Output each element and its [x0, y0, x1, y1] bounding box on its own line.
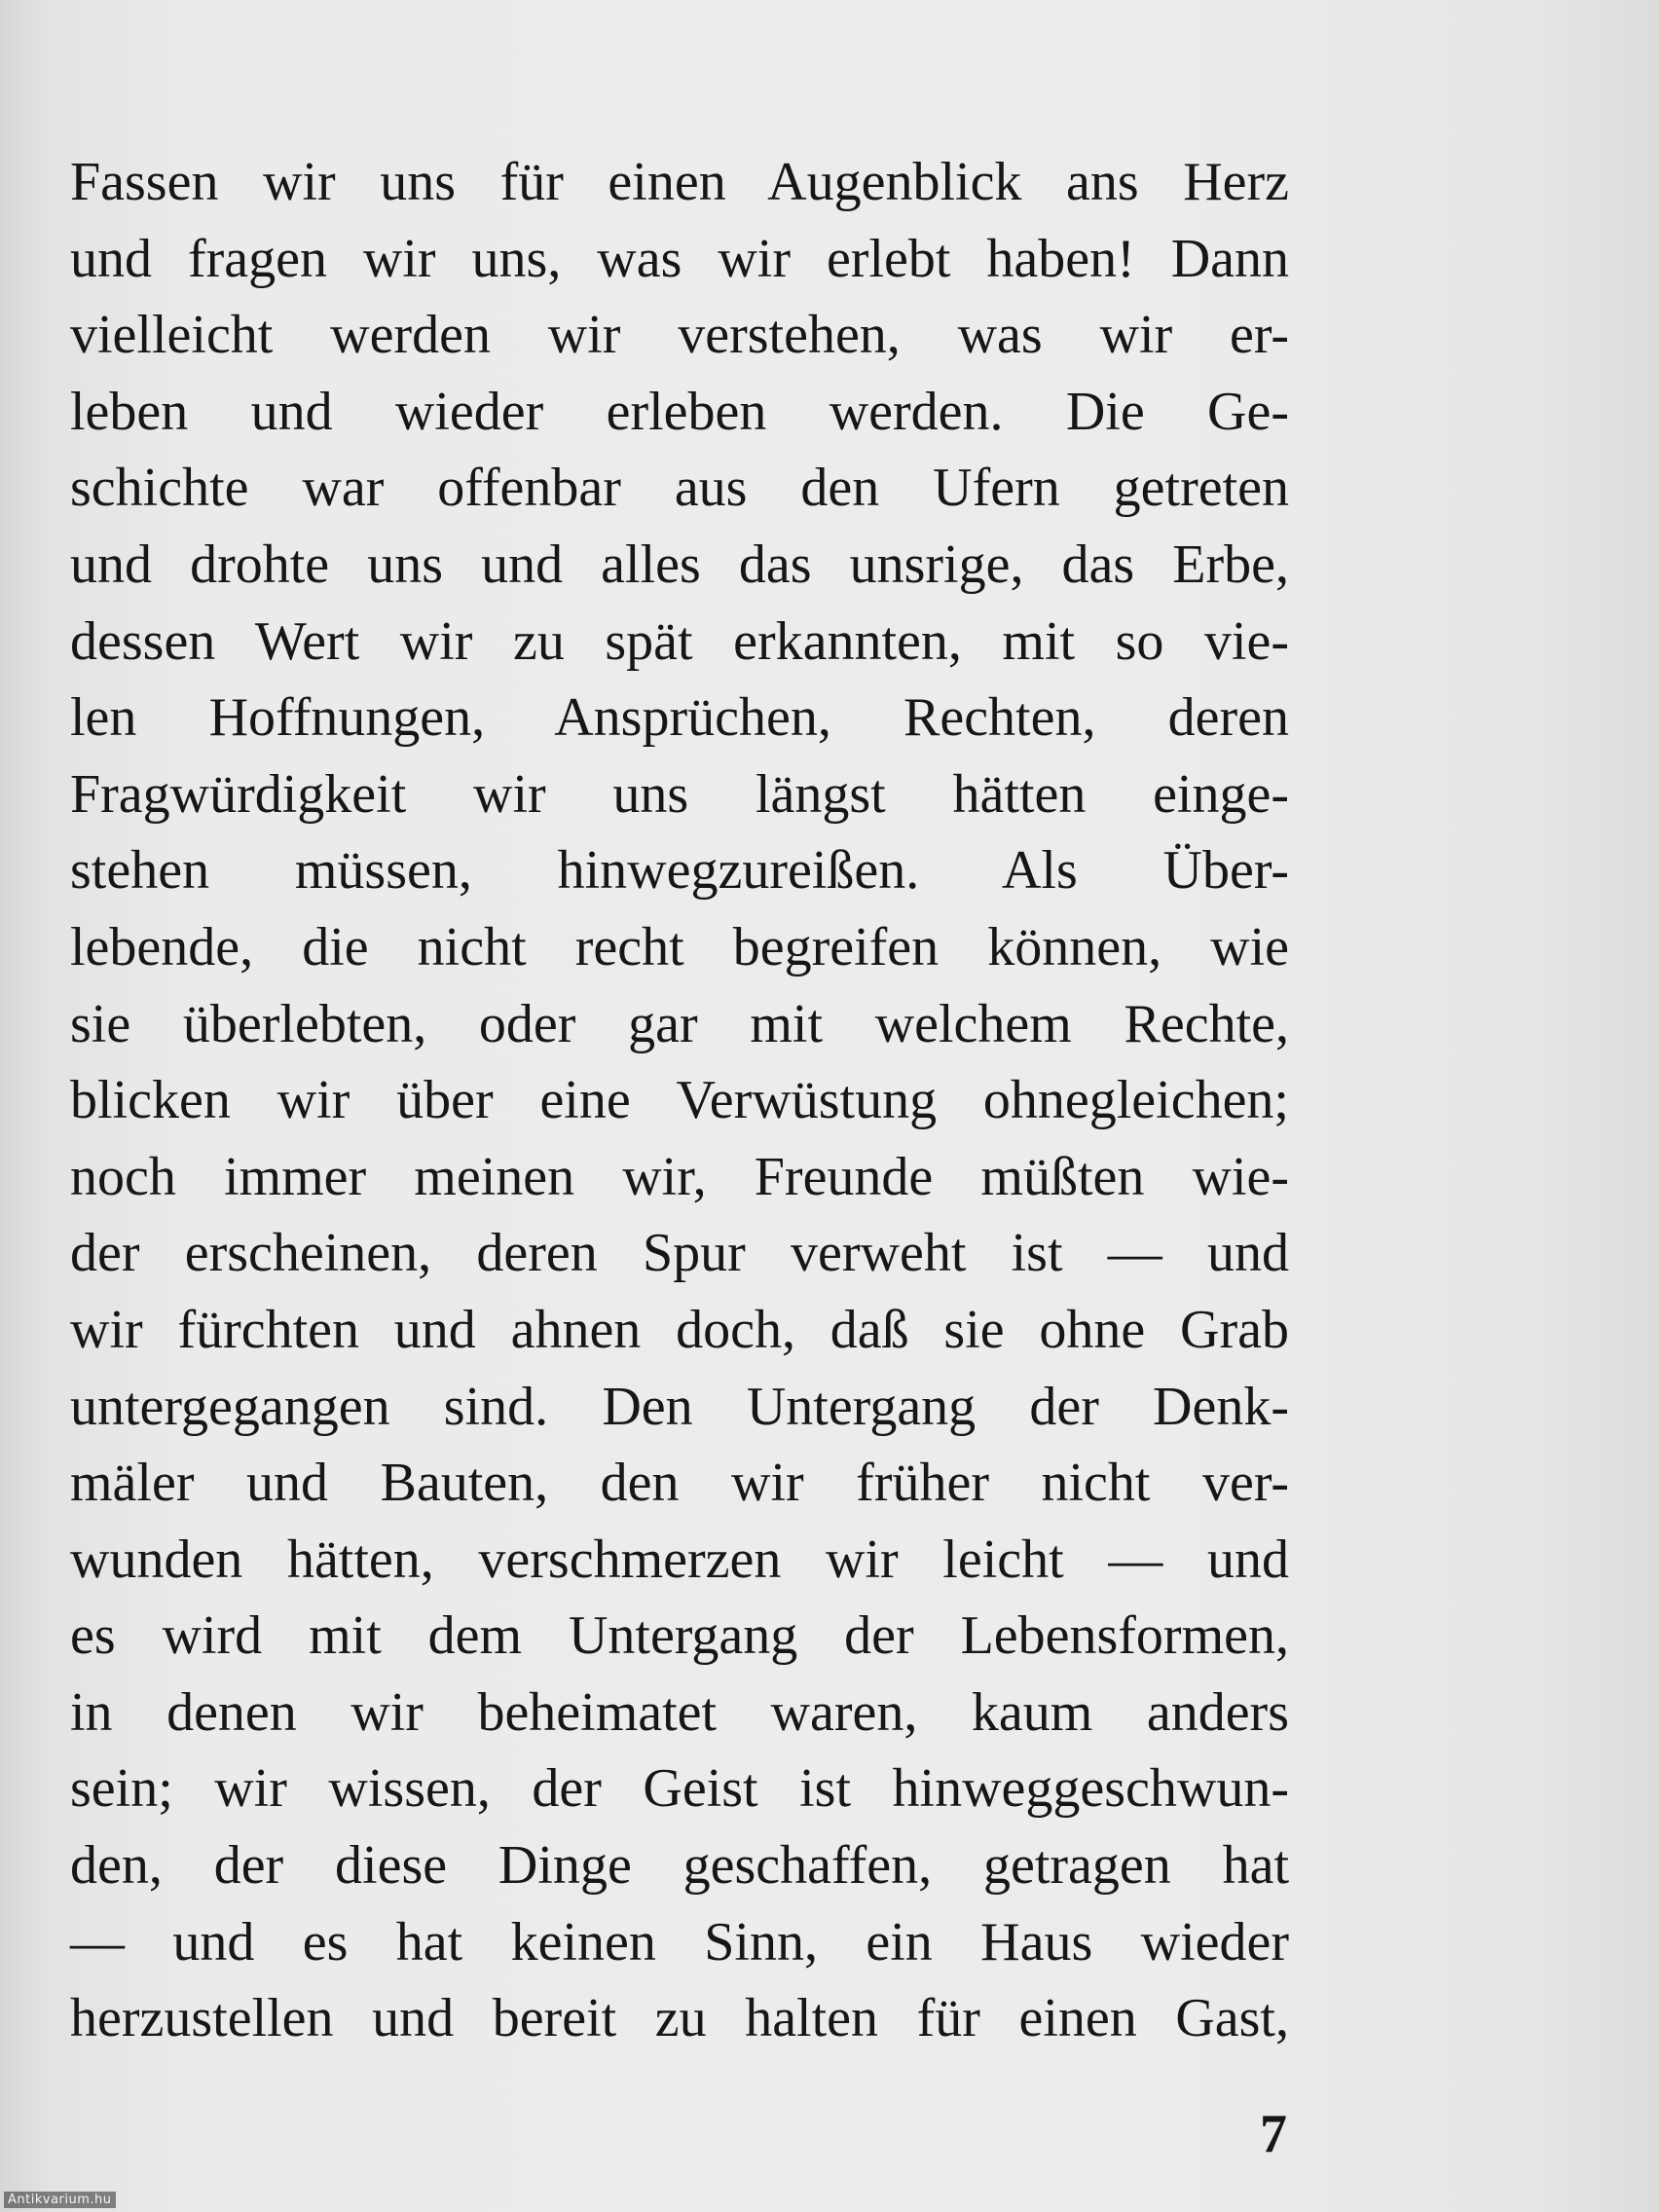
text-line-10: stehen müssen, hinwegzureißen. Als Über- [70, 840, 1289, 902]
text-line-16: wir fürchten und ahnen doch, daß sie ohne Grab [70, 1299, 1289, 1360]
text-line-25: herzustellen und bereit zu halten für einen Gast, [70, 1988, 1289, 2049]
text-line-9: Fragwürdigkeit wir uns längst hätten einge- [70, 763, 1289, 825]
watermark: Antikvarium.hu [4, 2192, 116, 2208]
text-line-14: noch immer meinen wir, Freunde müßten wie- [70, 1146, 1289, 1207]
text-line-22: sein; wir wissen, der Geist ist hinweggeschwun- [70, 1758, 1289, 1820]
page-number: 7 [1260, 2104, 1287, 2164]
text-line-3: vielleicht werden wir verstehen, was wir er- [70, 305, 1289, 366]
text-line-7: dessen Wert wir zu spät erkannten, mit so vie- [70, 610, 1289, 672]
text-line-21: in denen wir beheimatet waren, kaum anders [70, 1681, 1289, 1743]
text-line-12: sie überlebten, oder gar mit welchem Rechte, [70, 993, 1289, 1054]
text-line-24: — und es hat keinen Sinn, ein Haus wieder [70, 1911, 1289, 1972]
body-text [70, 144, 1289, 2057]
text-line-17: untergegangen sind. Den Untergang der Denk- [70, 1376, 1289, 1437]
text-line-1: Fassen wir uns für einen Augenblick ans Herz [70, 152, 1289, 212]
text-line-2: und fragen wir uns, was wir erlebt haben! Dann [70, 228, 1289, 289]
text-line-23: den, der diese Dinge geschaffen, getragen hat [70, 1835, 1289, 1897]
text-line-5: schichte war offenbar aus den Ufern getreten [70, 458, 1289, 519]
text-line-11: lebende, die nicht recht begreifen können, wie [70, 916, 1289, 977]
text-line-18: mäler und Bauten, den wir früher nicht ver- [70, 1453, 1289, 1514]
text-line-20: es wird mit dem Untergang der Lebensformen, [70, 1605, 1289, 1667]
text-line-15: der erscheinen, deren Spur verweht ist — und [70, 1223, 1289, 1284]
text-line-13: blicken wir über eine Verwüstung ohnegleichen; [70, 1070, 1289, 1131]
text-line-6: und drohte uns und alles das unsrige, das Erbe, [70, 534, 1289, 595]
text-line-19: wunden hätten, verschmerzen wir leicht — und [70, 1529, 1289, 1590]
text-line-4: leben und wieder erleben werden. Die Ge- [70, 381, 1289, 442]
text-line-8: len Hoffnungen, Ansprüchen, Rechten, deren [70, 687, 1289, 749]
